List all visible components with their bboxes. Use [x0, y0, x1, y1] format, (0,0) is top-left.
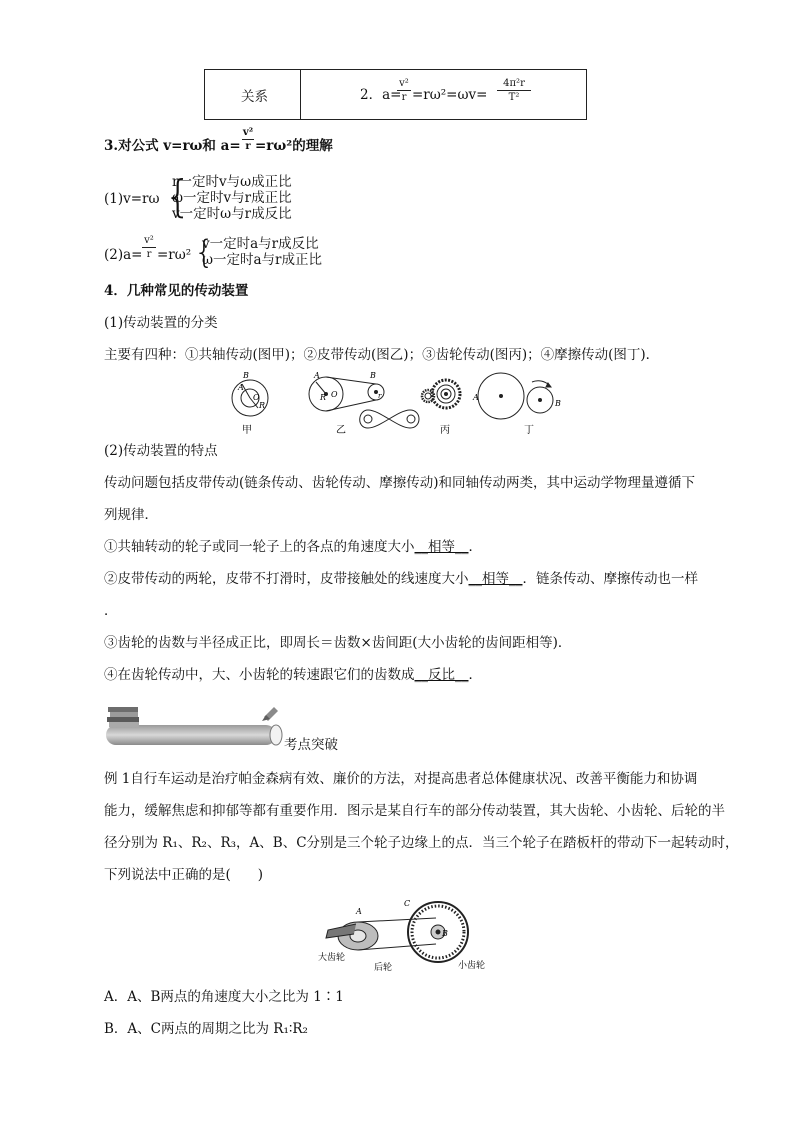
example1-line: 能力，缓解焦虑和抑郁等都有重要作用．图示是某自行车的部分传动装置，其大齿轮、小齿轮、后轮的半: [104, 803, 725, 819]
option-a: A．A、B两点的角速度大小之比为 1∶1: [104, 989, 344, 1005]
section4-types: 主要有四种：①共轴传动(图甲)；②皮带传动(图乙)；③齿轮传动(图丙)；④摩擦传动(图丁)．: [104, 347, 660, 363]
brace-1: {: [164, 171, 192, 222]
item2-lines: [202, 236, 322, 268]
figure-belt: [309, 377, 419, 428]
section4-sub2: (2)传动装置的特点: [104, 443, 218, 459]
rule-4-answer: __反比__: [414, 667, 469, 683]
rule-2-answer: __相等__: [468, 571, 523, 587]
rule-2-text: ②皮带传动的两轮，皮带不打滑时，皮带接触处的线速度大小: [104, 571, 469, 587]
bike-label-small-gear: 小齿轮: [458, 961, 486, 971]
formula-frac-1: v² r: [397, 78, 411, 103]
item1-line: ω一定时v与r成正比: [172, 190, 292, 206]
label-r-2: R: [320, 393, 327, 402]
rule-2: [104, 569, 698, 589]
brace-2: {: [194, 233, 215, 271]
section3-title-a: 3.对公式 v=rω和 a=: [104, 138, 241, 154]
label-a-2: A: [314, 371, 320, 380]
label-o-2: O: [331, 390, 338, 399]
item1-lines: [172, 174, 292, 222]
section3-title-b: =rω²的理解: [255, 138, 333, 154]
section4-intro-2: 列规律．: [104, 507, 158, 523]
rule-4: [104, 665, 482, 685]
transmission-figure: [228, 370, 568, 436]
item1-lead: (1)v=rω: [104, 191, 160, 207]
label-b-1: B: [243, 371, 249, 380]
rule-2-tail: ．: [104, 603, 118, 619]
books-icon: [107, 707, 139, 727]
label-r2-2: r: [378, 392, 382, 400]
section3-title-frac: v² r: [242, 127, 254, 152]
example1-line: 例 1自行车运动是治疗帕金森病有效、廉价的方法，对提高患者总体健康状况、改善平衡能力和协调: [104, 771, 698, 787]
rule-1-text: ①共轴转动的轮子或同一轮子上的各点的角速度大小: [104, 539, 415, 555]
section4-title: 4．几种常见的传动装置: [104, 283, 249, 299]
pen-icon: [262, 707, 278, 721]
rule-1-answer: __相等__: [414, 539, 469, 555]
figure-gears: [422, 380, 460, 408]
example1-line: 下列说法中正确的是( ): [104, 867, 264, 883]
formula-frac-2: 4π²r T²: [497, 78, 531, 103]
item2-line: ω一定时a与r成正比: [202, 252, 323, 268]
section4-intro-1: 传动问题包括皮带传动(链条传动、齿轮传动、摩擦传动)和同轴传动两类，其中运动学物理量遵循下: [104, 475, 696, 491]
rule-1: [104, 537, 482, 557]
figure-label-jia: 甲: [242, 425, 252, 436]
item1-line: v一定时ω与r成反比: [172, 206, 292, 222]
label-o-1: O: [253, 393, 260, 402]
relation-table: [204, 69, 587, 120]
rule-3: ③齿轮的齿数与半径成正比，即周长＝齿数×齿间距(大小齿轮的齿间距相等)．: [104, 635, 572, 651]
rule-2-end: ．链条传动、摩擦传动也一样: [522, 571, 698, 587]
banner-title: 考点突破: [284, 737, 338, 753]
bike-label-big-gear: 大齿轮: [318, 953, 346, 963]
bike-label-b: B: [442, 929, 448, 938]
section-banner: [104, 703, 290, 749]
item2-lead-a: (2)a=: [104, 247, 143, 263]
label-b-2: B: [370, 371, 376, 380]
section4-sub1: (1)传动装置的分类: [104, 315, 218, 331]
bike-label-c: C: [404, 899, 411, 908]
option-b: B．A、C两点的周期之比为 R₁∶R₂: [104, 1021, 308, 1037]
figure-label-bing: 丙: [440, 425, 450, 436]
item2-lead-b: =rω²: [157, 247, 192, 263]
bicycle-figure: [318, 898, 498, 972]
rule-1-end: ．: [468, 539, 482, 555]
rule-4-end: ．: [468, 667, 482, 683]
formula-lead: 2．a=: [360, 87, 402, 103]
formula-mid: =rω²=ωv=: [412, 87, 488, 103]
figure-label-ding: 丁: [524, 425, 534, 436]
bike-label-a: A: [356, 907, 362, 916]
example1-line: 径分别为 R₁、R₂、R₃，A、B、C分别是三个轮子边缘上的点．当三个轮子在踏板杆的带动下一起转动时，: [104, 835, 739, 851]
figure-friction: [478, 373, 553, 419]
table-label: 关系: [241, 89, 268, 105]
label-b-4: B: [555, 399, 561, 408]
item2-frac: v² r: [142, 235, 156, 260]
rule-4-text: ④在齿轮传动中，大、小齿轮的转速跟它们的齿数成: [104, 667, 415, 683]
bike-label-rear-wheel: 后轮: [374, 963, 393, 972]
banner-scroll-end: [270, 725, 282, 745]
banner-bar: [106, 725, 276, 745]
label-r-1: R: [259, 401, 266, 410]
item1-line: r一定时v与ω成正比: [172, 174, 292, 190]
table-divider: [300, 70, 301, 119]
item2-line: v一定时a与r成反比: [202, 236, 319, 252]
label-a-1: A: [238, 383, 244, 392]
figure-label-yi: 乙: [336, 425, 346, 436]
label-a-4: A: [473, 393, 479, 402]
